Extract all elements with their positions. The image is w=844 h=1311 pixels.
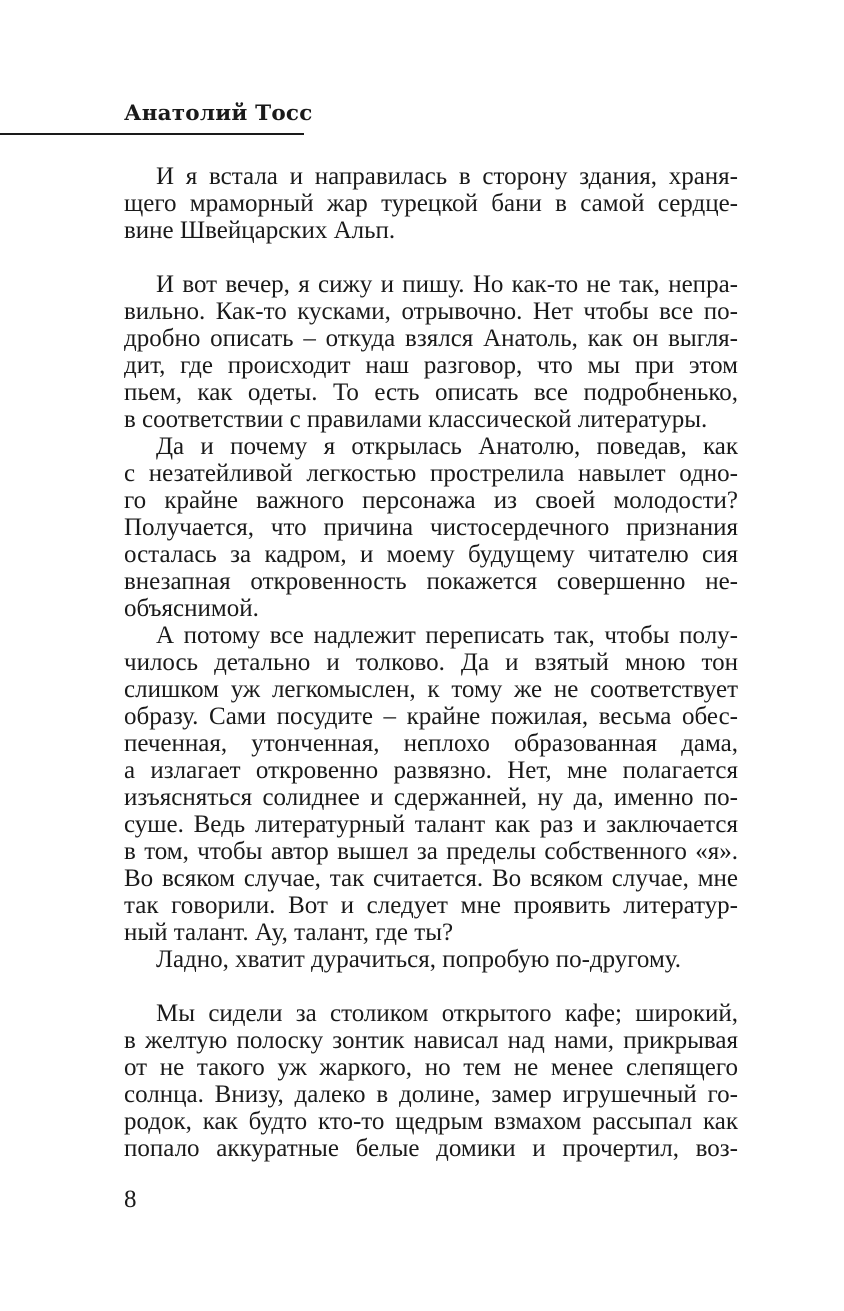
text-line: от не такого уж жаркого, но тем не менее слепящего [124, 1054, 738, 1081]
text-line: в соответствии с правилами классической литературы. [124, 406, 708, 433]
text-line: Мы сидели за столиком открытого кафе; широкий, [156, 1000, 738, 1027]
text-line: печенная, утонченная, неплохо образованная дама, [124, 730, 738, 757]
body-text [124, 163, 738, 1162]
page-number: 8 [124, 1186, 137, 1213]
text-line: попало аккуратные белые домики и прочертил, воз- [124, 1135, 738, 1162]
text-line: щего мраморный жар турецкой бани в самой сердце- [124, 190, 738, 217]
text-line: суше. Ведь литературный талант как раз и заключается [124, 811, 738, 838]
text-line: А потому все надлежит переписать так, чтобы полу- [156, 622, 738, 649]
text-line: дит, где происходит наш разговор, что мы при этом [124, 352, 738, 379]
paragraph-break [124, 973, 738, 1000]
text-line: пьем, как одеты. То есть описать все подробненько, [124, 379, 738, 406]
text-line: И я встала и направилась в сторону здания, храня- [156, 163, 738, 190]
text-line: слишком уж легкомыслен, к тому же не соответствует [124, 676, 738, 703]
text-line: Ладно, хватит дурачиться, попробую по-другому. [156, 946, 682, 973]
text-line: вине Швейцарских Альп. [124, 217, 396, 244]
text-line: Во всяком случае, так считается. Во всяком случае, мне [124, 865, 738, 892]
text-line: объяснимой. [124, 595, 259, 622]
text-line: го крайне важного персонажа из своей молодости? [124, 487, 738, 514]
text-line: с незатейливой легкостью прострелила навылет одно- [124, 460, 738, 487]
text-line: И вот вечер, я сижу и пишу. Но как-то не так, непра- [156, 271, 738, 298]
text-line: солнца. Внизу, далеко в долине, замер игрушечный го- [124, 1081, 738, 1108]
paragraph-break [124, 244, 738, 271]
text-line: а излагает откровенно развязно. Нет, мне полагается [124, 757, 738, 784]
running-head-author: Анатолий Тосс [124, 101, 313, 126]
text-line: внезапная откровенность покажется совершенно не- [124, 568, 738, 595]
running-head-rule [0, 133, 304, 135]
text-line: так говорили. Вот и следует мне проявить литератур- [124, 892, 738, 919]
text-line: Да и почему я открылась Анатолю, поведав, как [156, 433, 738, 460]
text-line: родок, как будто кто-то щедрым взмахом рассыпал как [124, 1108, 738, 1135]
text-line: в том, чтобы автор вышел за пределы собственного «я». [124, 838, 738, 865]
text-line: чилось детально и толково. Да и взятый мною тон [124, 649, 738, 676]
text-line: дробно описать – откуда взялся Анатоль, как он выгля- [124, 325, 738, 352]
text-line: изъясняться солиднее и сдержанней, ну да, именно по- [124, 784, 738, 811]
text-line: ный талант. Ау, талант, где ты? [124, 919, 454, 946]
text-line: в желтую полоску зонтик нависал над нами, прикрывая [124, 1027, 738, 1054]
text-line: Получается, что причина чистосердечного признания [124, 514, 738, 541]
text-line: образу. Сами посудите – крайне пожилая, весьма обес- [124, 703, 738, 730]
text-line: осталась за кадром, и моему будущему читателю сия [124, 541, 738, 568]
text-line: вильно. Как-то кусками, отрывочно. Нет чтобы все по- [124, 298, 738, 325]
